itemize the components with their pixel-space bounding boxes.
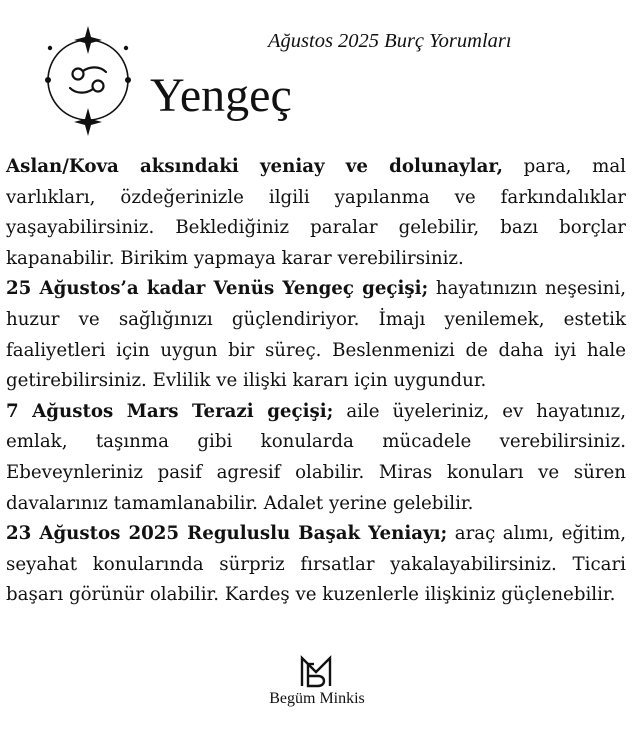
cancer-glyph: [70, 67, 106, 92]
cancer-emblem-icon: [36, 24, 140, 136]
page-title: Ağustos 2025 Burç Yorumları: [268, 30, 512, 52]
section-heading: 25 Ağustos’a kadar Venüs Yengeç geçişi;: [6, 278, 429, 300]
sparkle-top-icon: [74, 26, 102, 54]
monogram-logo-icon: [298, 654, 334, 688]
sign-name: Yengeç: [150, 69, 292, 122]
section-body: para, mal varlıkları, özdeğerinizle ilgili yapılanma ve farkındalıklar yaşayabilirsiniz. Beklediğiniz paralar gelebilir, bazı borçlar kapanabilir. Birikim yapmaya karar verebilirsiniz.: [6, 156, 626, 269]
section-heading: 23 Ağustos 2025 Reguluslu Başak Yeniayı;: [6, 523, 448, 545]
section-body: aile üyeleriniz, ev hayatınız, emlak, taşınma gibi konularda mücadele verebilirsiniz. Ebeveynleriniz pasif agresif olabilir. Miras konuları ve süren davalarınız tamamlanabilir. Adalet yerine gelebilir.: [6, 400, 626, 514]
dot-top-left: [48, 46, 52, 50]
dot-right: [125, 77, 131, 83]
section-body: hayatınızın neşesini, huzur ve sağlığınızı güçlendiriyor. İmajı yenilemek, estetik faaliyetleri için uygun bir süreç. Beslenmenizi de daha iyi hale getirebilirsiniz. Evlilik ve ilişki kararı için uygundur.: [6, 278, 626, 392]
section-heading: Aslan/Kova aksındaki yeniay ve dolunaylar,: [6, 156, 503, 177]
author-logo: [298, 654, 334, 688]
sparkle-bottom-icon: [74, 108, 102, 136]
section-mars: [6, 397, 626, 519]
section-new-moon: [6, 519, 626, 611]
author-name: Begüm Minkis: [269, 690, 365, 707]
section-moon-axis: [6, 152, 626, 274]
section-heading: 7 Ağustos Mars Terazi geçişi;: [6, 400, 334, 422]
dot-left: [45, 77, 51, 83]
horoscope-content: [6, 152, 626, 611]
section-venus: [6, 274, 626, 396]
zodiac-emblem: [36, 24, 140, 136]
section-body: araç alımı, eğitim, seyahat konularında sürpriz fırsatlar yakalayabilirsiniz. Ticari başarı görünür olabilir. Kardeş ve kuzenlerle ilişkiniz güçlenebilir.: [6, 523, 626, 606]
dot-top-right: [124, 46, 128, 50]
